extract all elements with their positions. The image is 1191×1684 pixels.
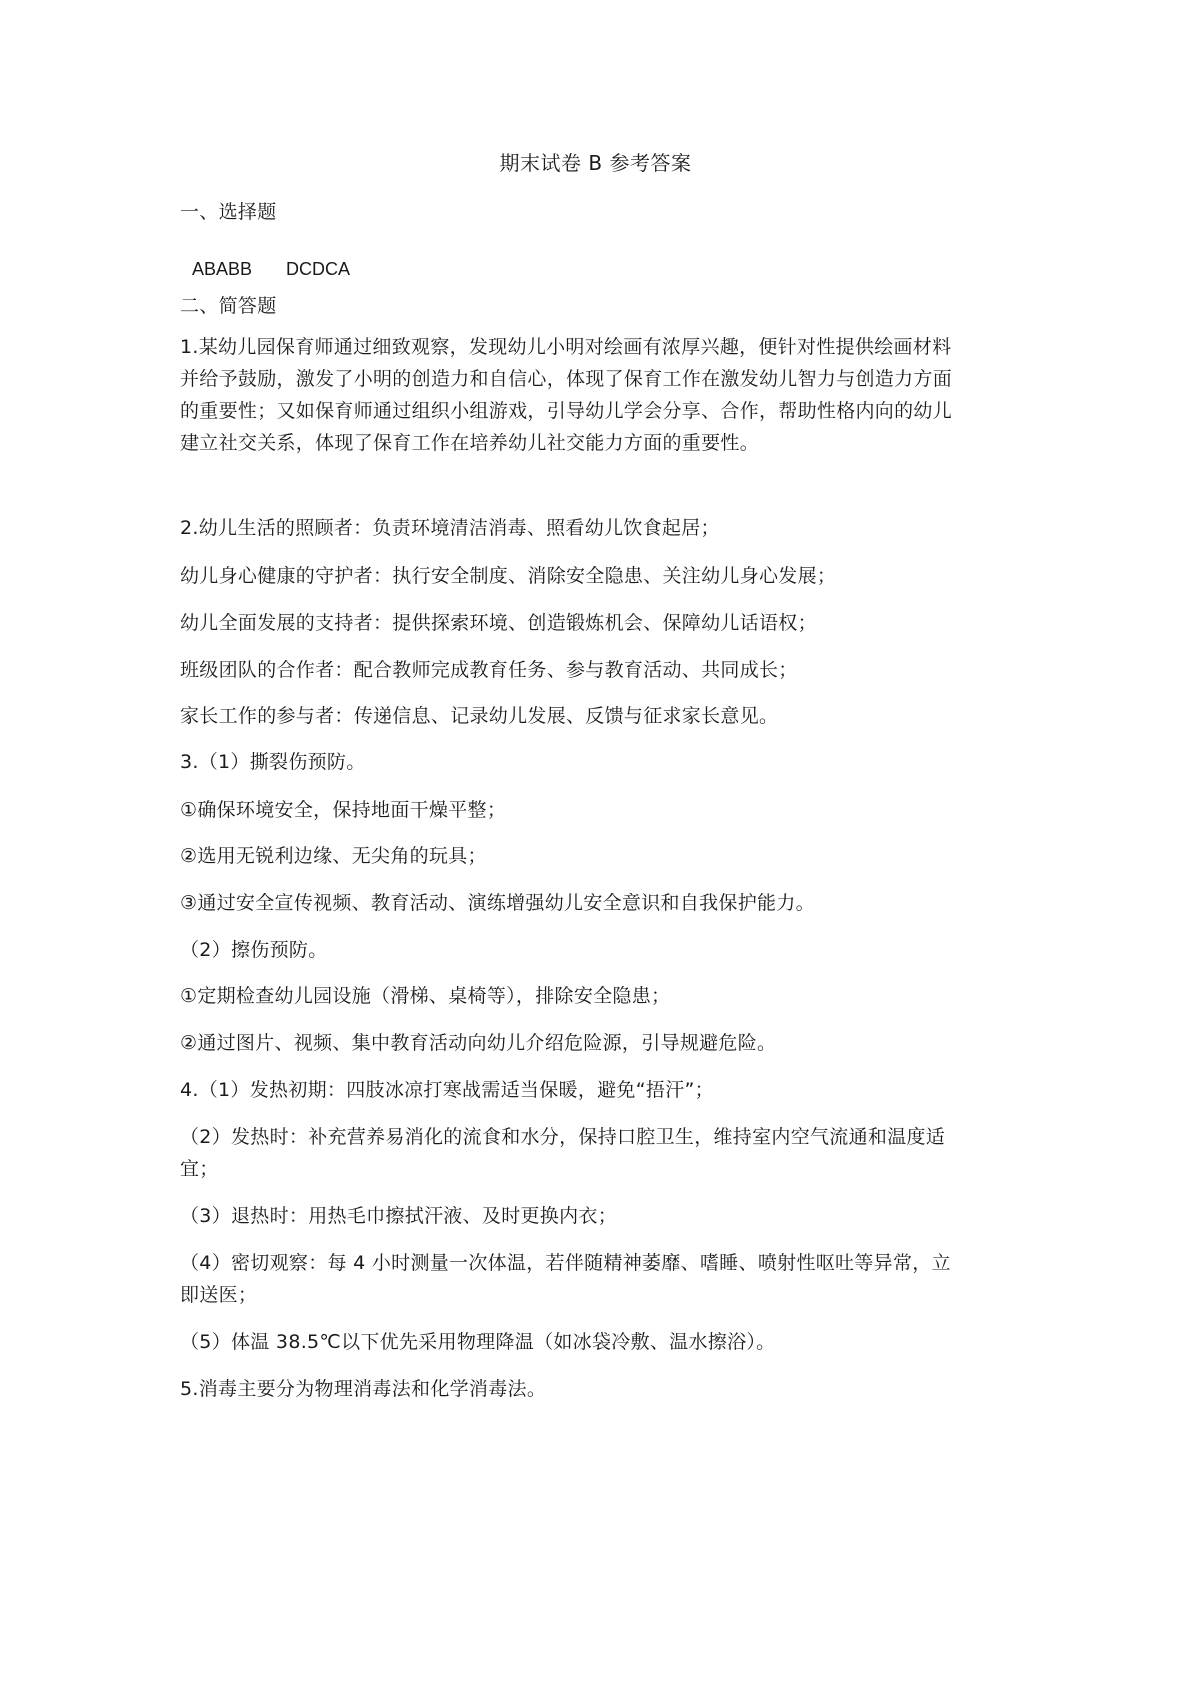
q4-line: 宜； [180,1158,219,1180]
q1-line: 1.某幼儿园保育师通过细致观察，发现幼儿小明对绘画有浓厚兴趣，便针对性提供绘画材料 [180,336,952,358]
q4-line: 即送医； [180,1284,258,1306]
choice-answers [192,254,350,284]
q2-line: 幼儿全面发展的支持者：提供探索环境、创造锻炼机会、保障幼儿话语权； [180,612,817,634]
section-heading-short-answer: 二、简答题 [180,295,277,317]
q3-line: 3.（1）撕裂伤预防。 [180,751,366,773]
page-title: 期末试卷 B 参考答案 [499,151,692,175]
q4-line: （5）体温 38.5℃以下优先采用物理降温（如冰袋冷敷、温水擦浴）。 [180,1331,776,1353]
section-heading-choice: 一、选择题 [180,201,277,223]
q4-line: （2）发热时：补充营养易消化的流食和水分，保持口腔卫生，维持室内空气流通和温度适 [180,1126,946,1148]
q2-line: 幼儿身心健康的守护者：执行安全制度、消除安全隐患、关注幼儿身心发展； [180,565,837,587]
q3-line: ①定期检查幼儿园设施（滑梯、桌椅等），排除安全隐患； [180,985,671,1007]
q3-line: ②选用无锐利边缘、无尖角的玩具； [180,845,487,867]
q3-line: ②通过图片、视频、集中教育活动向幼儿介绍危险源，引导规避危险。 [180,1032,777,1054]
q4-line: （3）退热时：用热毛巾擦拭汗液、及时更换内衣； [180,1205,617,1227]
q5-line: 5.消毒主要分为物理消毒法和化学消毒法。 [180,1378,547,1400]
answers-group-2: DCDCA [286,259,351,279]
q3-line: （2）擦伤预防。 [180,939,328,961]
q4-line: （4）密切观察：每 4 小时测量一次体温，若伴随精神萎靡、嗜睡、喷射性呕吐等异常，立 [180,1252,951,1274]
q3-line: ①确保环境安全，保持地面干燥平整； [180,799,507,821]
q4-line: 4.（1）发热初期：四肢冰凉打寒战需适当保暖，避免“捂汗”； [180,1079,714,1101]
q3-line: ③通过安全宣传视频、教育活动、演练增强幼儿安全意识和自我保护能力。 [180,892,815,914]
q2-line: 班级团队的合作者：配合教师完成教育任务、参与教育活动、共同成长； [180,659,798,681]
q1-line: 的重要性；又如保育师通过组织小组游戏，引导幼儿学会分享、合作，帮助性格内向的幼儿 [180,400,953,422]
answers-group-1: ABABB [192,259,253,279]
q2-line: 家长工作的参与者：传递信息、记录幼儿发展、反馈与征求家长意见。 [180,705,779,727]
q1-line: 建立社交关系，体现了保育工作在培养幼儿社交能力方面的重要性。 [180,432,760,454]
q1-line: 并给予鼓励，激发了小明的创造力和自信心，体现了保育工作在激发幼儿智力与创造力方面 [180,368,953,390]
q2-line: 2.幼儿生活的照顾者：负责环境清洁消毒、照看幼儿饮食起居； [180,517,720,539]
